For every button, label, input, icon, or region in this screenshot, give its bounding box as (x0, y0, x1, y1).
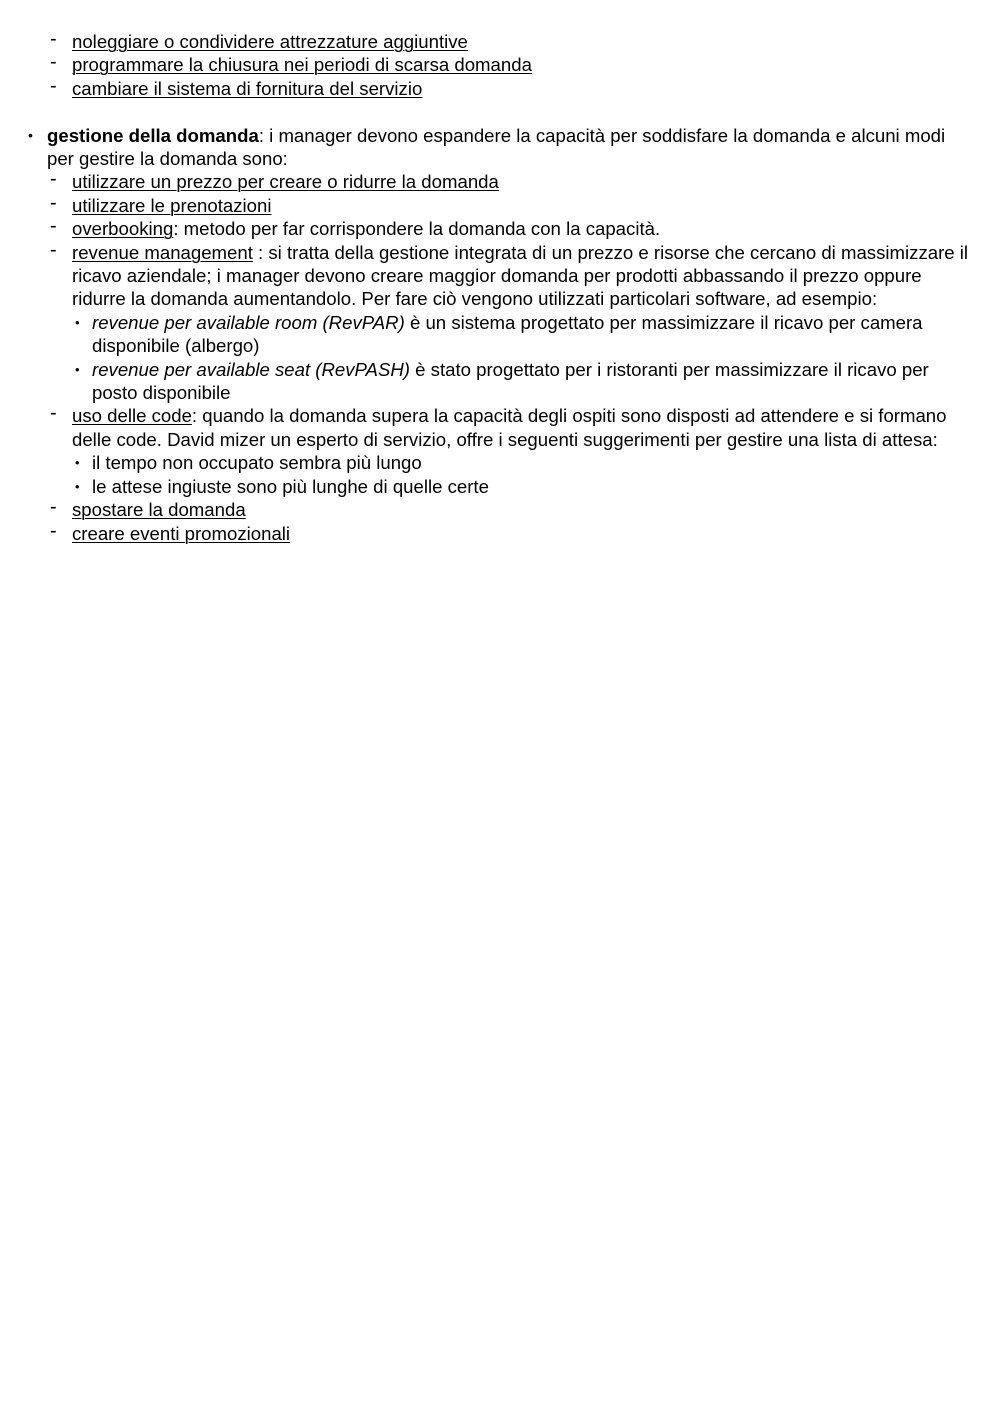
list-item (72, 53, 972, 76)
item-reservations: utilizzare le prenotazioni (72, 194, 272, 216)
list-item (72, 170, 972, 193)
demand-title: gestione della domanda (47, 124, 259, 146)
list-item (72, 404, 972, 498)
dot-icon: • (75, 478, 80, 494)
bullet-icon: • (28, 126, 33, 143)
item-rent-equipment: noleggiare o condividere attrezzature aggiuntive (72, 31, 468, 52)
item-shift-demand: spostare la domanda (72, 499, 246, 521)
list-item (75, 451, 972, 474)
queue-tip-2: le attese ingiuste sono più lunghe di quelle certe (92, 475, 489, 497)
list-item (75, 358, 972, 405)
dot-icon: • (75, 314, 80, 330)
item-promo-events: creare eventi promozionali (72, 522, 291, 544)
list-item (72, 522, 972, 545)
document-content (0, 30, 1000, 545)
item-schedule-closure: programmare la chiusura nei periodi di scarsa domanda (72, 54, 532, 76)
list-item (72, 77, 972, 100)
queue-tips-list (75, 451, 972, 498)
revpar-term: revenue per available room (RevPAR) (92, 311, 405, 333)
list-item (72, 30, 972, 53)
software-list (75, 311, 972, 405)
item-revenue-term: revenue management (72, 241, 253, 263)
main-bullet-list (28, 124, 972, 171)
item-queue-text: : quando la domanda supera la capacità degli ospiti sono disposti ad attendere e si formano delle code. David mizer un esperto di servizio, offre i seguenti suggerimenti per gestire una lista di attesa: (72, 405, 947, 450)
paragraph-gap (0, 100, 1000, 123)
intro-dash-list (72, 30, 972, 100)
revpar-text: è un sistema progettato per massimizzare il ricavo per camera disponibile (albergo) (92, 311, 923, 357)
item-price: utilizzare un prezzo per creare o ridurre la domanda (72, 171, 499, 193)
dot-icon: • (75, 455, 80, 471)
demand-text: : i manager devono espandere la capacità per soddisfare la domanda e alcuni modi per gestire la domanda sono: (47, 124, 946, 170)
list-item (72, 498, 972, 521)
dot-icon: • (75, 361, 80, 377)
item-overbooking-term: overbooking (72, 218, 174, 240)
list-item (72, 194, 972, 217)
list-item (72, 241, 972, 405)
list-item (75, 311, 972, 358)
queue-tip-1: il tempo non occupato sembra più lungo (92, 452, 422, 474)
list-item (75, 475, 972, 498)
item-queue-term: uso delle code (72, 405, 192, 427)
item-revenue-text: : si tratta della gestione integrata di un prezzo e risorse che cercano di massimizzare il ricavo aziendale; i manager devono creare maggior domanda per prodotti abbassando il prezzo oppure ridurre la domanda aumentandolo. Per fare ciò vengono utilizzati particolari software, ad esempio: (72, 241, 969, 310)
list-item (72, 217, 972, 240)
revpash-term: revenue per available seat (RevPASH) (92, 358, 410, 380)
item-overbooking-text: : metodo per far corrispondere la domanda con la capacità. (173, 218, 661, 240)
revpash-text: è stato progettato per i ristoranti per massimizzare il ricavo per posto disponibile (92, 358, 929, 404)
demand-dash-list (72, 170, 972, 545)
item-change-delivery: cambiare il sistema di fornitura del servizio (72, 77, 423, 99)
demand-management-item (28, 124, 972, 171)
